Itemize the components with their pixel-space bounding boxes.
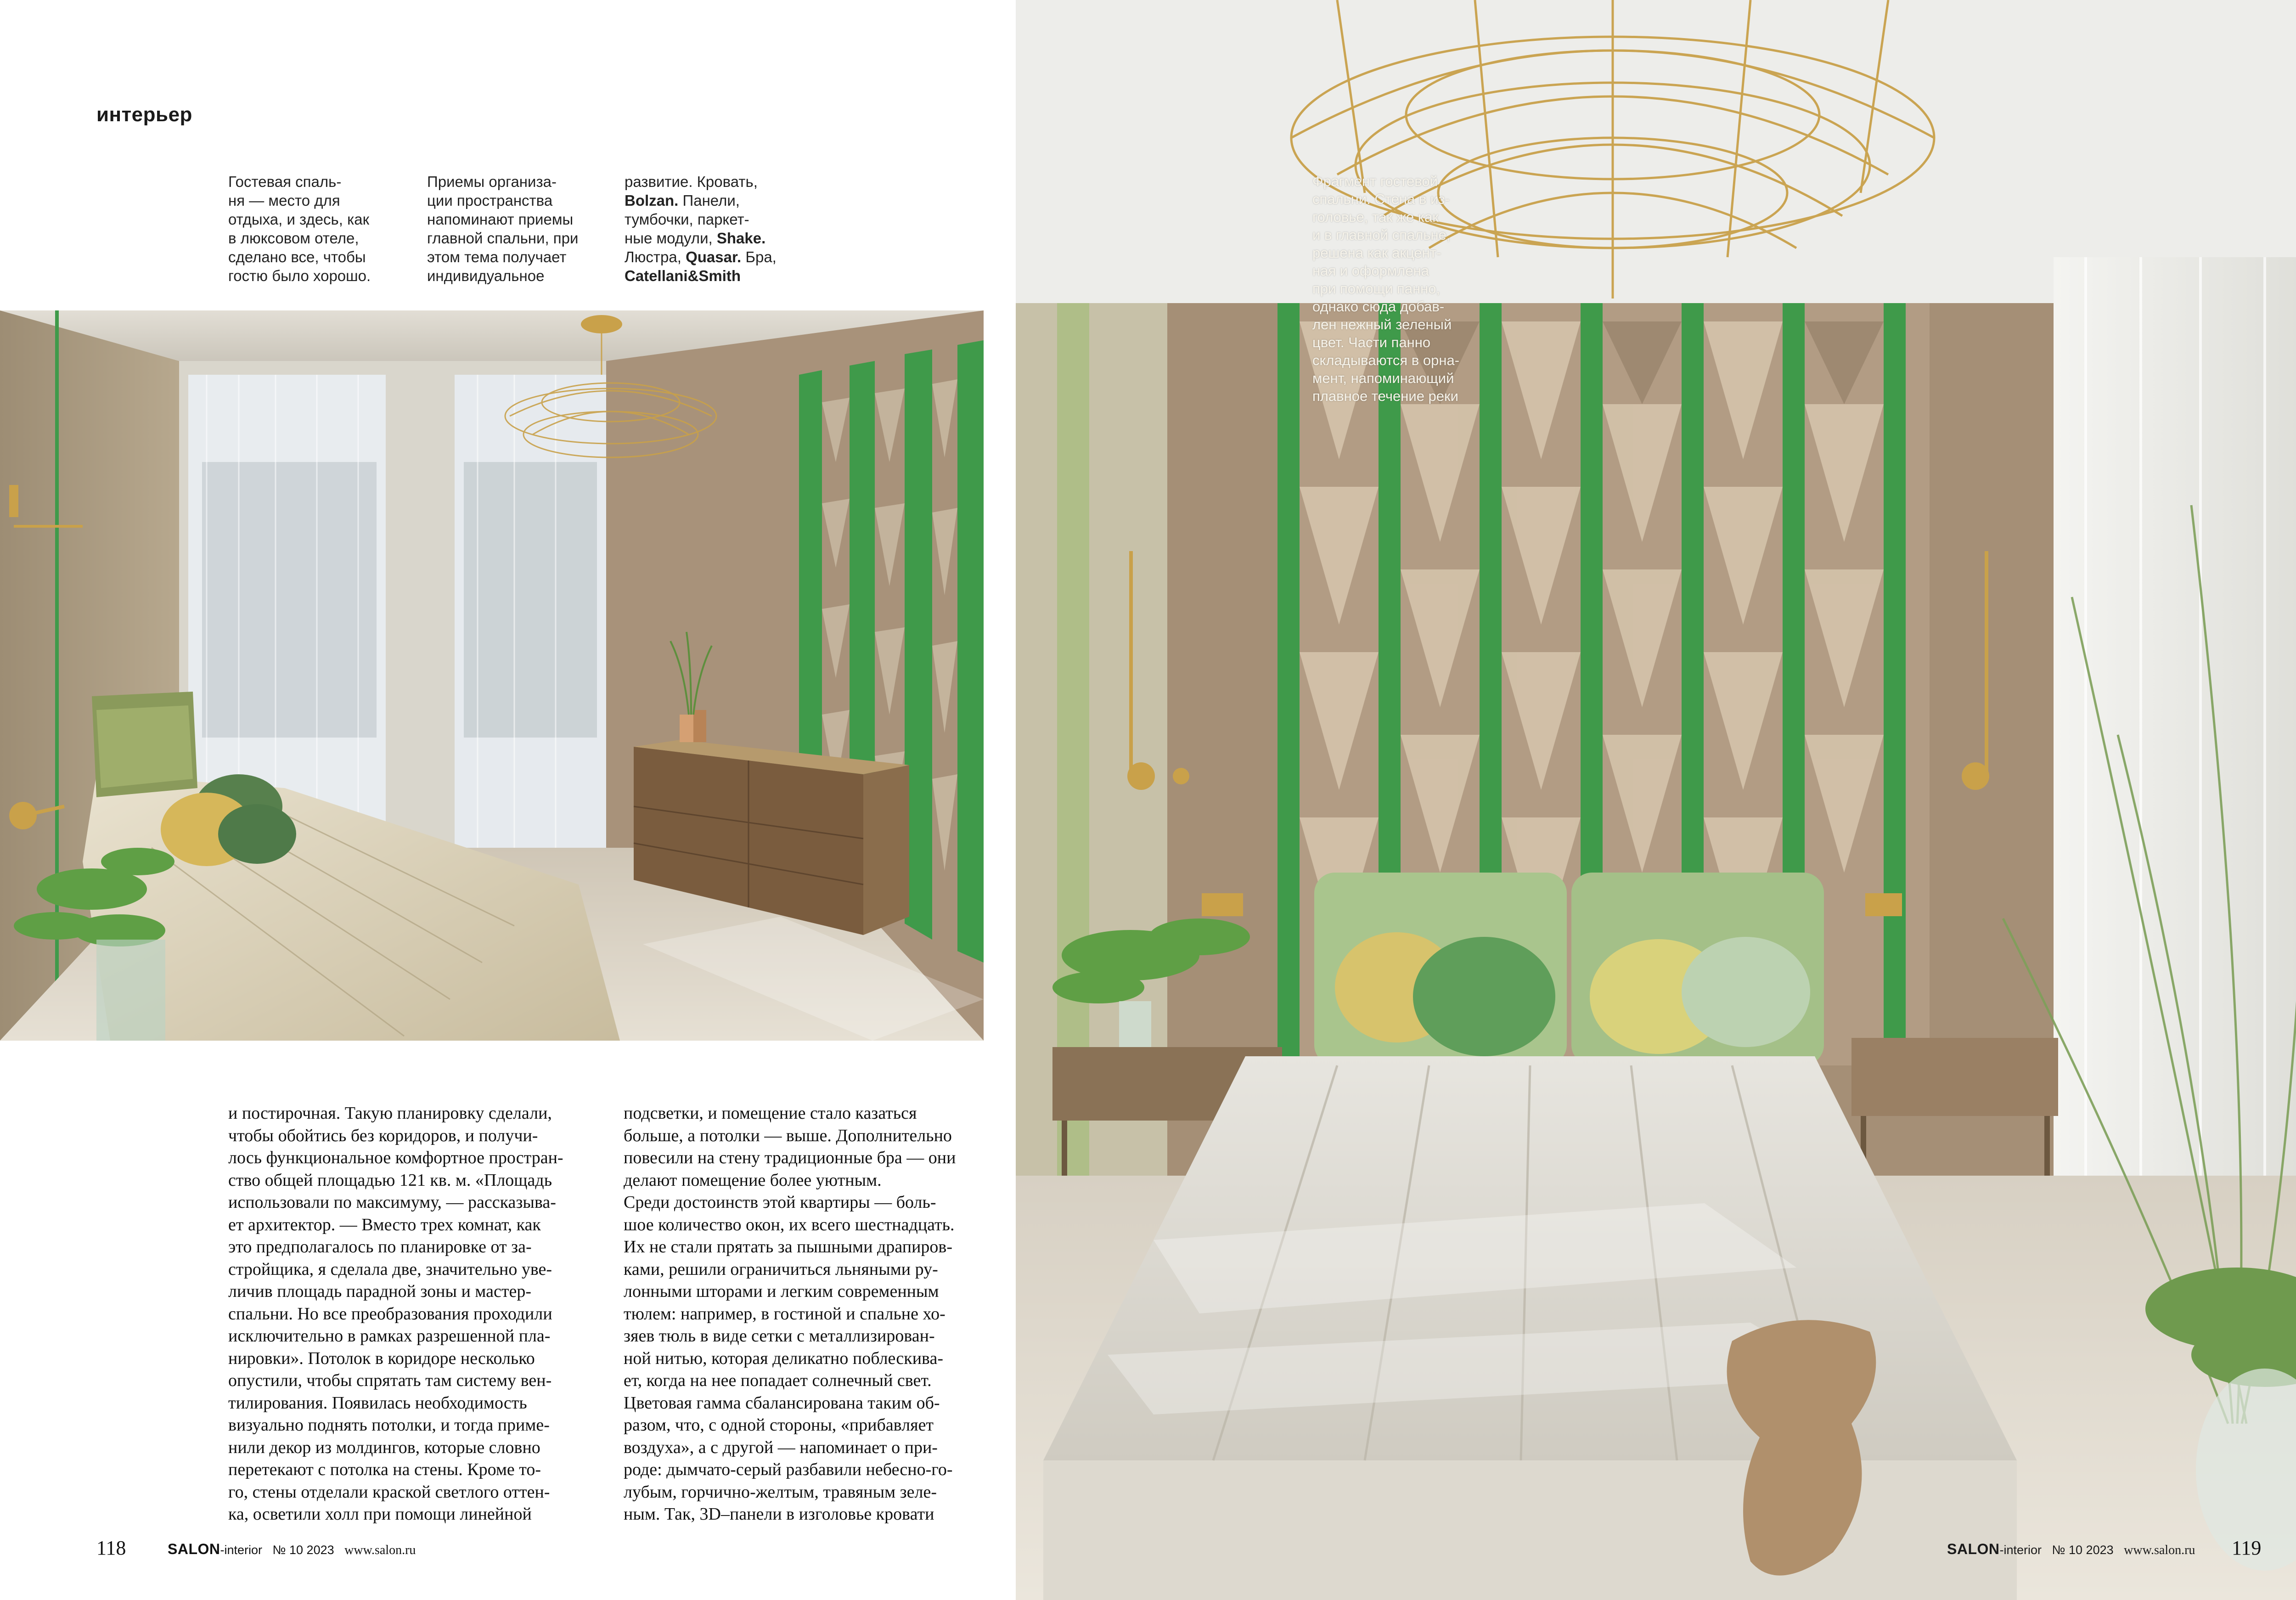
page-number-left: 118: [96, 1537, 126, 1559]
caption-left-col3: [625, 172, 817, 285]
magazine-footer-right: [1947, 1541, 2195, 1558]
body-text-col2: подсветки, и помещение стало казаться больше, а потолки — выше. Дополнительно повесили на стену традиционные бра — они делают помещение более уютным. Среди достоинств этой квартиры — боль- шое количество окон, их всего шестнадцать. Их не стали прятать за пышными драпиров- ками, решили ограничиться льняными ру- лонными шторами и легким современным тюлем: например, в гостиной и спальне хо- зяев тюль в виде сетки с металлизирован- ной нитью, которая деликатно поблескива- ет, когда на нее попадает солнечный свет. Цветовая гамма сбалансирована таким об- разом, что, с одной стороны, «прибавляет воздуха», а с другой — напоминает о при- роде: дымчато-серый разбавили небесно-го- лубым, горчично-желтым, травяным зеле- ным. Так, 3D–панели в изголовье кровати: [624, 1104, 956, 1524]
section-label: интерьер: [96, 103, 192, 126]
magazine-logo: SALON: [1947, 1541, 2000, 1557]
magazine-logo: SALON: [168, 1541, 220, 1557]
issue-number: № 10 2023: [2052, 1543, 2114, 1557]
guest-bedroom-illustration: [0, 310, 984, 1041]
guest-bedroom-photo-wide: [0, 310, 984, 1041]
magazine-logo-suffix: -interior: [1999, 1543, 2042, 1557]
caption-text: Люстра,: [625, 248, 686, 265]
caption-left-col1: Гостевая спаль- ня — место для отдыха, и здесь, как в люксовом отеле, сделано все, чтобы гостю было хорошо.: [228, 173, 371, 284]
caption-text: Панели,: [678, 192, 740, 209]
caption-left-col2: Приемы организа- ции пространства напоминают приемы главной спальни, при этом тема получает индивидуальное: [427, 173, 579, 284]
magazine-logo-suffix: -interior: [220, 1543, 263, 1557]
caption-text: Бра,: [741, 248, 777, 265]
caption-text: ные модули,: [625, 230, 717, 247]
page-number-right: 119: [2232, 1537, 2262, 1559]
caption-text: тумбочки, паркет-: [625, 211, 749, 228]
issue-number: № 10 2023: [272, 1543, 334, 1557]
body-text-col1: и постирочная. Такую планировку сделали, чтобы обойтись без коридоров, и получи- лось функциональное комфортное простран- ство общей площадью 121 кв. м. «Площадь использовали по максимуму, — рассказыва- ет архитектор. — Вместо трех комнат, как это предполагалось по планировке от за- стройщика, я сделала две, значительно уве- личив площадь парадной зоны и мастер- спальни. Но все преобразования проходили исключительно в рамках разрешенной пла- нировки». Потолок в коридоре несколько опустили, чтобы спрятать там систему вен- тилирования. Появилась необходимость визуально поднять потолки, и тогда приме- нили декор из молдингов, которые словно перетекают с потолка на стены. Кроме то- го, стены отделали краской светлого оттен- ка, осветили холл при помощи линейной: [228, 1104, 563, 1524]
website-url: www.salon.ru: [344, 1543, 416, 1557]
brand-bolzan: Bolzan.: [625, 192, 679, 209]
brand-shake: Shake.: [716, 230, 766, 247]
guest-bedroom-photo-headboard: [1016, 0, 2296, 1600]
caption-text: развитие. Кровать,: [625, 173, 758, 190]
brand-catellani-smith: Catellani&Smith: [625, 267, 741, 284]
photo-caption-right: Фрагмент гостевой спальни. Стена в из- головье, так же как и в главной спальне, решена как акцент- ная и оформлена при помощи панно, однако сюда добав- лен нежный зеленый цвет. Части панно складываются в орна- мент, напоминающий плавное течение реки: [1312, 173, 1460, 404]
website-url: www.salon.ru: [2124, 1543, 2195, 1557]
magazine-footer-left: [168, 1541, 416, 1558]
headboard-wall-illustration: [1016, 0, 2296, 1600]
brand-quasar: Quasar.: [686, 248, 742, 265]
